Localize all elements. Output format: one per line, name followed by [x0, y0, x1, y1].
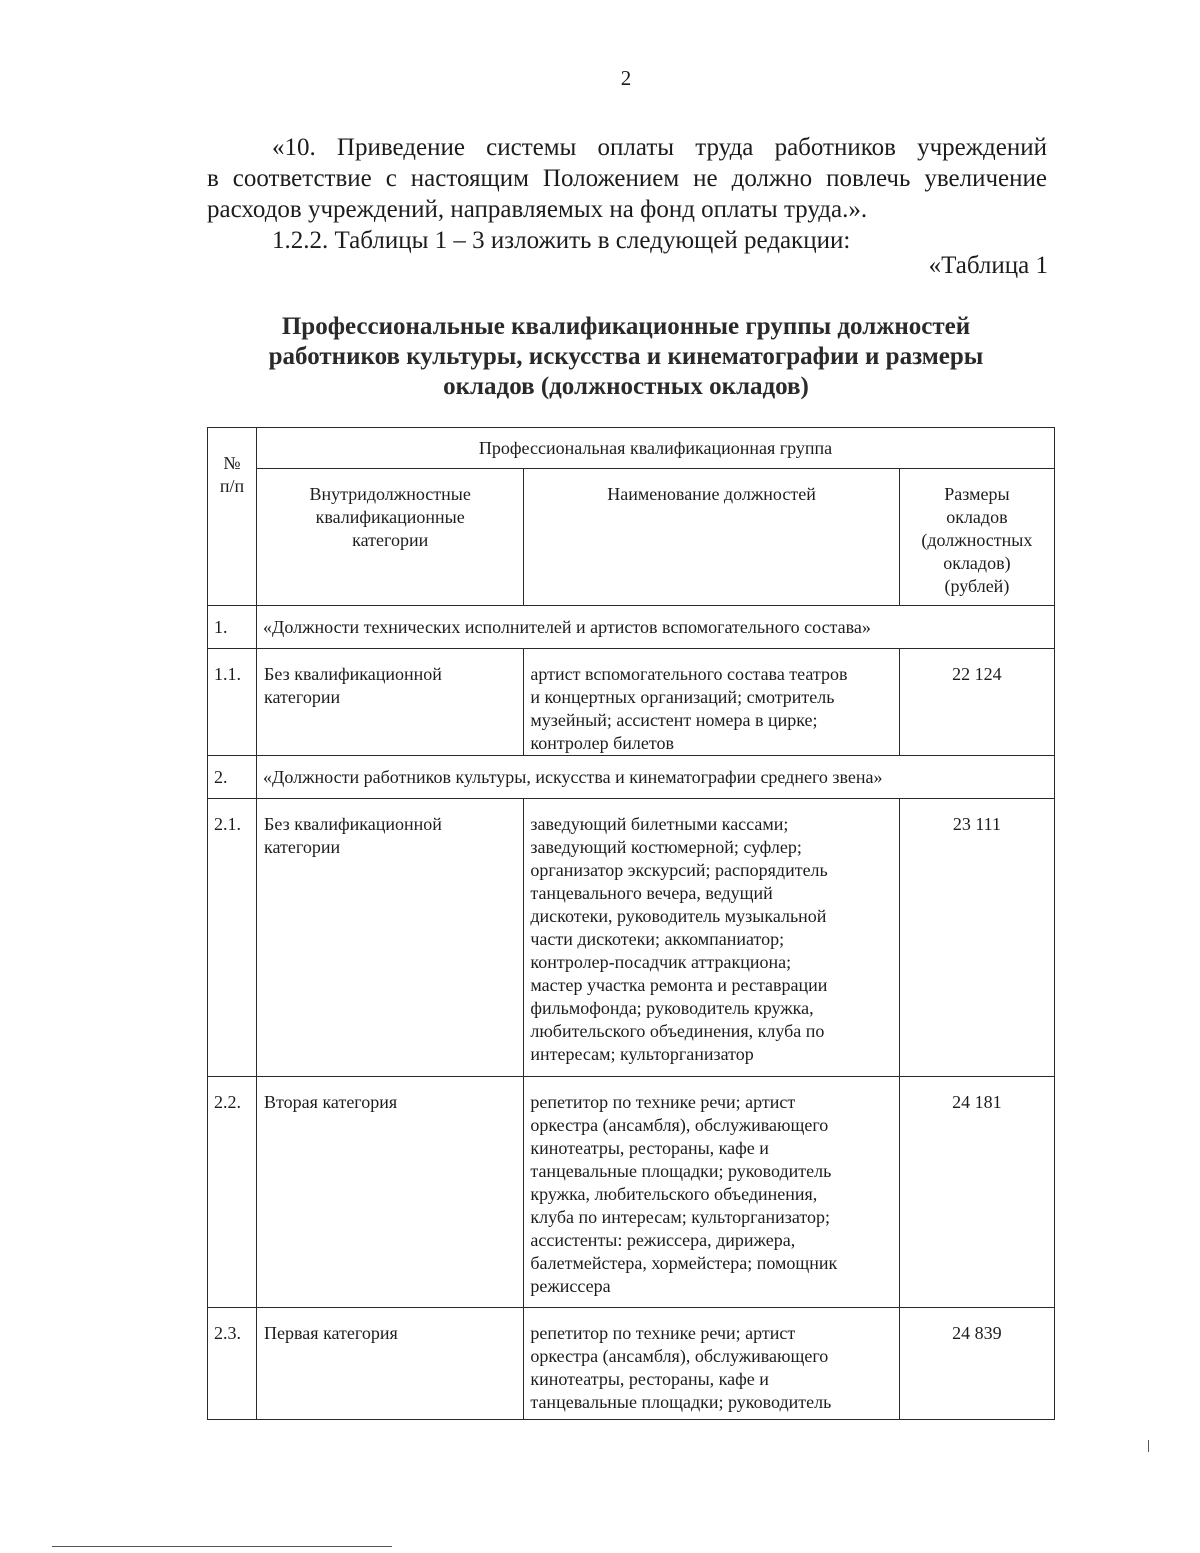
row-category-line: Без квалификационной — [264, 814, 442, 834]
intro-line-3: расходов учреждений, направляемых на фонд оплаты труда.». — [207, 196, 868, 223]
row-positions-line: режиссера — [530, 1276, 611, 1296]
page-title — [200, 312, 1052, 402]
scan-artifact-line — [52, 1546, 392, 1547]
header-salary-line: Размеры — [944, 484, 1010, 504]
row-category — [257, 799, 524, 1077]
row-positions-line: танцевальные площадки; руководитель — [530, 1392, 832, 1412]
row-positions — [524, 649, 899, 756]
row-category-line: Вторая категория — [264, 1092, 398, 1112]
row-category-line: категории — [264, 687, 341, 707]
row-category-line: категории — [264, 837, 341, 857]
row-positions-line: репетитор по технике речи; артист — [530, 1092, 796, 1112]
row-positions-line: любительского объединения, клуба по — [530, 1021, 825, 1041]
row-positions-line: балетмейстера, хормейстера; помощник — [530, 1253, 838, 1273]
row-positions-line: контролер билетов — [530, 733, 675, 753]
header-salary — [899, 469, 1054, 606]
row-positions-line: контролер-посадчик аттракциона; — [530, 952, 792, 972]
header-category-line: категории — [352, 530, 429, 550]
row-number: 2.2. — [208, 1077, 257, 1308]
row-positions-line: части дискотеки; аккомпаниатор; — [530, 929, 785, 949]
row-positions-line: танцевального вечера, ведущий — [530, 883, 773, 903]
row-number: 2.3. — [208, 1308, 257, 1420]
header-category-line: квалификационные — [315, 507, 465, 527]
title-line-3: окладов (должностных окладов) — [443, 373, 809, 400]
row-positions-line: музейный; ассистент номера в цирке; — [530, 710, 818, 730]
header-salary-line: (рублей) — [944, 576, 1010, 596]
row-positions-line: репетитор по технике речи; артист — [530, 1323, 796, 1343]
row-salary: 24 181 — [899, 1077, 1054, 1308]
row-positions-line: кружка, любительского объединения, — [530, 1184, 818, 1204]
salary-table — [207, 427, 1055, 1420]
row-positions-line: оркестра (ансамбля), обслуживающего — [530, 1346, 829, 1366]
table-subheader-row — [208, 469, 1055, 606]
row-salary: 23 111 — [899, 799, 1054, 1077]
scan-artifact-mark — [1148, 1440, 1149, 1452]
row-positions-line: фильмофонда; руководитель кружка, — [530, 998, 814, 1018]
header-number — [208, 428, 257, 606]
row-positions-line: организатор экскурсий; распорядитель — [530, 860, 828, 880]
header-category — [257, 469, 524, 606]
table-reference: «Таблица 1 — [928, 252, 1048, 279]
group-row — [208, 756, 1055, 799]
row-positions-line: танцевальные площадки; руководитель — [530, 1161, 832, 1181]
intro-line-4: 1.2.2. Таблицы 1 – 3 изложить в следующей редакции: — [272, 227, 851, 254]
row-positions-line: клуба по интересам; культорганизатор; — [530, 1207, 831, 1227]
row-positions — [524, 799, 899, 1077]
header-number-sign: № — [223, 453, 241, 473]
table-row — [208, 799, 1055, 1077]
row-category — [257, 649, 524, 756]
table-row — [208, 1077, 1055, 1308]
row-positions-line: заведующий костюмерной; суфлер; — [530, 837, 802, 857]
row-positions-line: кинотеатры, рестораны, кафе и — [530, 1369, 769, 1389]
row-positions — [524, 1308, 899, 1420]
title-line-1: Профессиональные квалификационные группы должностей — [281, 313, 971, 340]
row-positions-line: артист вспомогательного состава театров — [530, 664, 848, 684]
intro-line-1: «10. Приведение системы оплаты труда работников учреждений — [272, 134, 1047, 161]
row-positions-line: дискотеки, руководитель музыкальной — [530, 906, 827, 926]
header-salary-line: окладов) — [943, 553, 1011, 573]
row-positions-line: кинотеатры, рестораны, кафе и — [530, 1138, 769, 1158]
row-number: 1.1. — [208, 649, 257, 756]
row-category — [257, 1308, 524, 1420]
group-number: 1. — [208, 606, 257, 649]
group-row — [208, 606, 1055, 649]
row-positions-line: и концертных организаций; смотритель — [530, 687, 835, 707]
row-category — [257, 1077, 524, 1308]
row-positions-line: оркестра (ансамбля), обслуживающего — [530, 1115, 829, 1135]
row-positions-line: заведующий билетными кассами; — [530, 814, 789, 834]
header-salary-line: окладов — [946, 507, 1008, 527]
row-salary: 22 124 — [899, 649, 1054, 756]
table-row — [208, 1308, 1055, 1420]
group-number: 2. — [208, 756, 257, 799]
row-category-line: Первая категория — [264, 1323, 398, 1343]
row-positions — [524, 1077, 899, 1308]
header-number-abbr: п/п — [219, 476, 245, 496]
row-number: 2.1. — [208, 799, 257, 1077]
row-positions-line: интересам; культорганизатор — [530, 1044, 754, 1064]
table-body — [208, 606, 1055, 1420]
row-salary: 24 839 — [899, 1308, 1054, 1420]
page-number: 2 — [620, 66, 632, 90]
intro-line-2: в соответствие с настоящим Положением не должно повлечь увеличение — [207, 165, 1047, 192]
header-salary-line: (должностных — [921, 530, 1033, 550]
header-positions: Наименование должностей — [524, 469, 899, 606]
row-positions-line: ассистенты: режиссера, дирижера, — [530, 1230, 796, 1250]
header-category-line: Внутридолжностные — [309, 484, 471, 504]
title-line-2: работников культуры, искусства и кинематографии и размеры — [268, 343, 984, 370]
group-title: «Должности работников культуры, искусства и кинематографии среднего звена» — [257, 756, 1055, 799]
row-positions-line: мастер участка ремонта и реставрации — [530, 975, 828, 995]
table-row — [208, 649, 1055, 756]
row-category-line: Без квалификационной — [264, 664, 442, 684]
group-title: «Должности технических исполнителей и артистов вспомогательного состава» — [257, 606, 1055, 649]
header-group: Профессиональная квалификационная группа — [257, 428, 1055, 469]
table-header-row — [208, 428, 1055, 469]
